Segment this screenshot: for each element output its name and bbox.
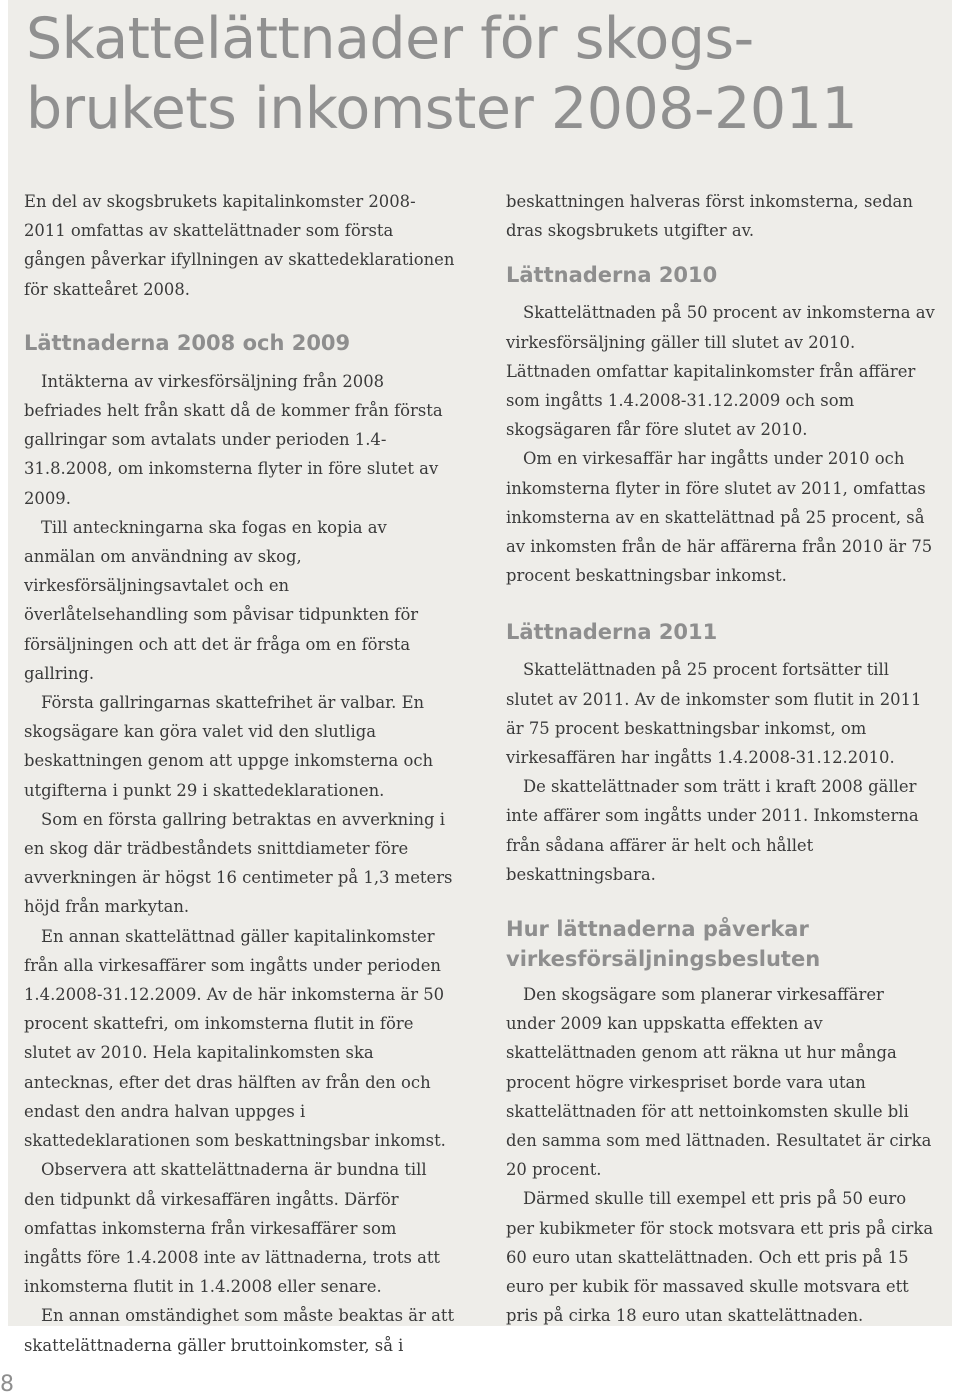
- heading-decision-line-2: virkesförsäljningsbesluten: [506, 947, 821, 972]
- body-paragraph: Intäkterna av virkesförsäljning från 2008 befriades helt från skatt då de kommer från första gallringar som avtalats under perioden 1.4-31.8.2008, om inkomsterna flyter in före slutet av 2009.: [24, 371, 443, 508]
- body-paragraph: Skattelättnaden på 25 procent fortsätter till slutet av 2011. Av de inkomster som flutit in 2011 är 75 procent beskattningsbar inkomst, om virkesaffären har ingåtts 1.4.2008-31.12.2010.: [506, 660, 922, 768]
- right-column: [506, 187, 938, 1331]
- left-column: [24, 187, 456, 1360]
- page-number: 8: [0, 1372, 14, 1397]
- intro-paragraph: En del av skogsbrukets kapitalinkomster 2008-2011 omfattas av skattelättnader som första gången påverkar ifyllningen av skattedeklarationen för skatteåret 2008.: [24, 192, 455, 299]
- heading-2008-2009: Lättnaderna 2008 och 2009: [24, 330, 351, 355]
- continuation-paragraph: beskattningen halveras först inkomsterna, sedan dras skogsbrukets utgifter av.: [506, 192, 913, 241]
- title-line-1: Skattelättnader för skogs-: [26, 6, 754, 72]
- body-paragraph: Till anteckningarna ska fogas en kopia av anmälan om användning av skog, virkesförsäljningsavtalet och en överlåtelsehandling som påvisar tidpunkten för försäljningen och att det är fråga om en första gallring.: [24, 517, 419, 683]
- body-paragraph: Om en virkesaffär har ingåtts under 2010 och inkomsterna flyter in före slutet av 2011, omfattas inkomsterna av en skattelättnad på 25 procent, så av inkomsten från de här affärerna från 2010 är 75 procent beskattningsbar inkomst.: [506, 449, 933, 586]
- page-title: [26, 4, 857, 144]
- heading-decision-line-1: Hur lättnaderna påverkar: [506, 917, 809, 942]
- heading-2011: Lättnaderna 2011: [506, 620, 718, 645]
- body-paragraph: En annan skattelättnad gäller kapitalinkomster från alla virkesaffärer som ingåtts under perioden 1.4.2008-31.12.2009. Av de här inkomsterna är 50 procent skattefri, om inkomsterna flutit in före slutet av 2010. Hela kapitalinkomsten ska antecknas, efter det dras hälften av från den och endast den andra halvan uppges i skattedeklarationen som beskattningsbar inkomst.: [24, 926, 446, 1151]
- title-line-2: brukets inkomster 2008-2011: [26, 76, 858, 142]
- body-paragraph: En annan omständighet som måste beaktas är att skattelättnaderna gäller bruttoinkomster, så i: [24, 1306, 455, 1355]
- body-paragraph: Därmed skulle till exempel ett pris på 50 euro per kubikmeter för stock motsvara ett pris på cirka 60 euro utan skattelättnaden. Och ett pris på 15 euro per kubik för massaved skulle motsvara ett pris på cirka 18 euro utan skattelättnaden.: [506, 1189, 934, 1326]
- heading-decision: [506, 914, 938, 974]
- body-paragraph: De skattelättnader som trätt i kraft 2008 gäller inte affärer som ingåtts under 2011. Inkomsterna från sådana affärer är helt och hållet beskattningsbara.: [506, 777, 919, 884]
- body-paragraph: Den skogsägare som planerar virkesaffärer under 2009 kan uppskatta effekten av skattelättnaden genom att räkna ut hur många procent högre virkespriset borde vara utan skattelättnaden för att nettoinkomsten skulle bli den samma som med lättnaden. Resultatet är cirka 20 procent.: [506, 985, 932, 1180]
- body-paragraph: Skattelättnaden på 50 procent av inkomsterna av virkesförsäljning gäller till slutet av 2010. Lättnaden omfattar kapitalinkomster från affärer som ingåtts 1.4.2008-31.12.2009 och som skogsägaren får före slutet av 2010.: [506, 303, 935, 440]
- body-paragraph: Observera att skattelättnaderna är bundna till den tidpunkt då virkesaffären ingåtts. Därför omfattas inkomsterna från virkesaffärer som ingåtts före 1.4.2008 inte av lättnaderna, trots att inkomsterna flutit in 1.4.2008 eller senare.: [24, 1160, 441, 1297]
- body-paragraph: Första gallringarnas skattefrihet är valbar. En skogsägare kan göra valet vid den slutliga beskattningen genom att uppge inkomsterna och utgifterna i punkt 29 i skattedeklarationen.: [24, 693, 434, 800]
- body-paragraph: Som en första gallring betraktas en avverkning i en skog där trädbeståndets snittdiameter före avverkningen är högst 16 centimeter på 1,3 meters höjd från markytan.: [24, 809, 453, 917]
- heading-2010: Lättnaderna 2010: [506, 263, 718, 288]
